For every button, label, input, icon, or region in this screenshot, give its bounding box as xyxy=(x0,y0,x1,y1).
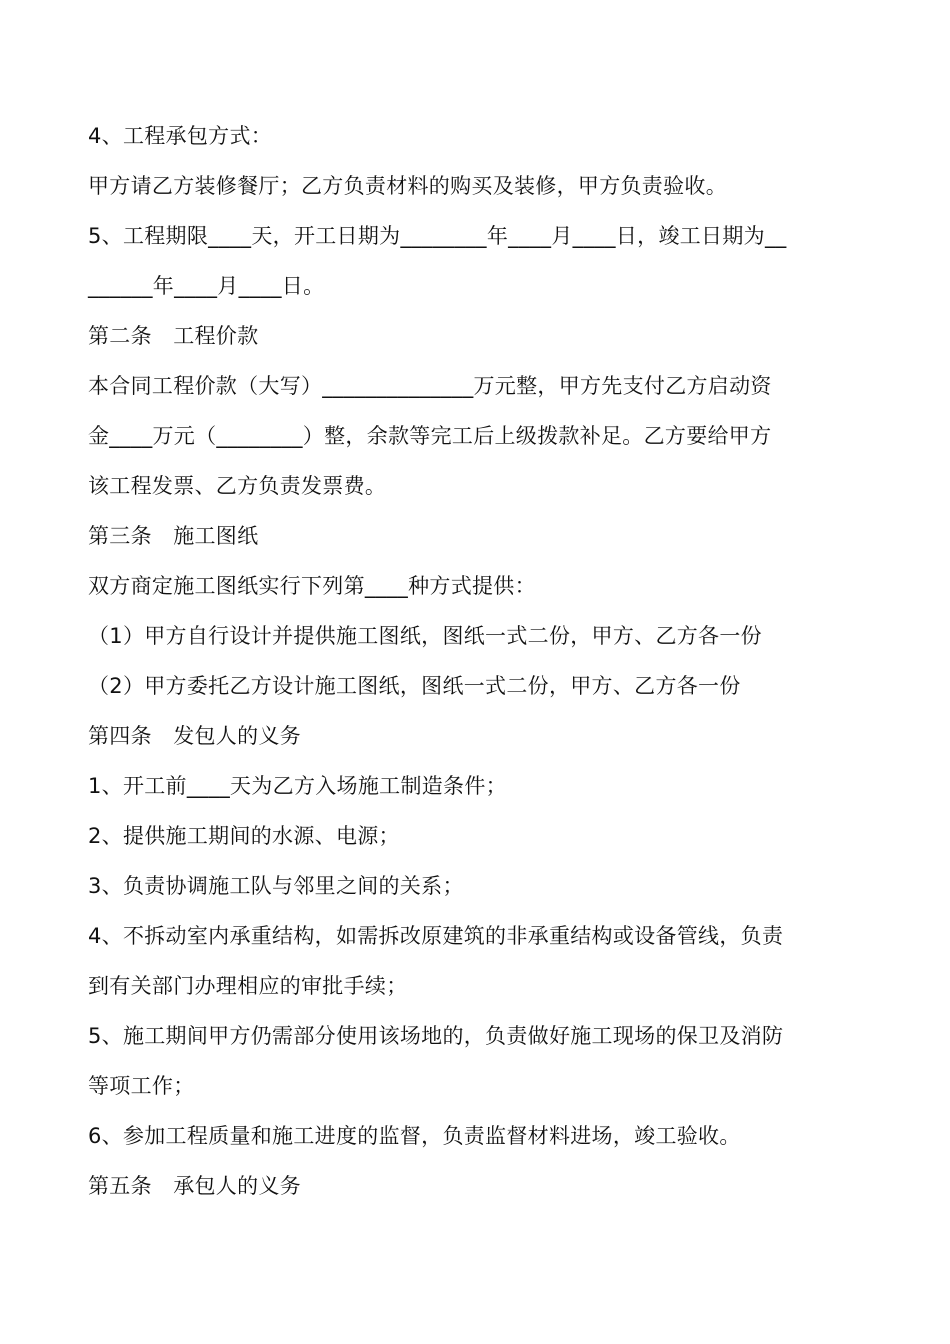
text-line: 4、工程承包方式： xyxy=(88,124,273,148)
section-heading: 第五条 承包人的义务 xyxy=(88,1174,301,1198)
section-heading: 第二条 工程价款 xyxy=(88,324,259,348)
text-line: 双方商定施工图纸实行下列第____种方式提供： xyxy=(88,574,536,598)
text-line: （1）甲方自行设计并提供施工图纸，图纸一式二份，甲方、乙方各一份 xyxy=(88,624,762,648)
text-line: 金____万元（________）整，余款等完工后上级拨款补足。乙方要给甲方 xyxy=(88,424,772,448)
text-line: 4、不拆动室内承重结构，如需拆改原建筑的非承重结构或设备管线，负责 xyxy=(88,924,784,948)
section-heading: 第四条 发包人的义务 xyxy=(88,724,301,748)
text-line: 到有关部门办理相应的审批手续； xyxy=(88,974,408,998)
text-line: 2、提供施工期间的水源、电源； xyxy=(88,824,400,848)
section-heading: 第三条 施工图纸 xyxy=(88,524,259,548)
text-line: 1、开工前____天为乙方入场施工制造条件； xyxy=(88,774,507,798)
text-line: 该工程发票、乙方负责发票费。 xyxy=(88,474,387,498)
text-line: （2）甲方委托乙方设计施工图纸，图纸一式二份，甲方、乙方各一份 xyxy=(88,674,741,698)
text-line: 3、负责协调施工队与邻里之间的关系； xyxy=(88,874,464,898)
text-line: 甲方请乙方装修餐厅；乙方负责材料的购买及装修，甲方负责验收。 xyxy=(88,174,727,198)
text-line: 5、施工期间甲方仍需部分使用该场地的，负责做好施工现场的保卫及消防 xyxy=(88,1024,784,1048)
text-line: 5、工程期限____天，开工日期为________年____月____日，竣工日期为__ xyxy=(88,224,787,248)
text-line: 6、参加工程质量和施工进度的监督，负责监督材料进场，竣工验收。 xyxy=(88,1124,741,1148)
text-line: 本合同工程价款（大写）______________万元整，甲方先支付乙方启动资 xyxy=(88,374,772,398)
text-line: 等项工作； xyxy=(88,1074,195,1098)
text-line: ______年____月____日。 xyxy=(88,274,325,298)
